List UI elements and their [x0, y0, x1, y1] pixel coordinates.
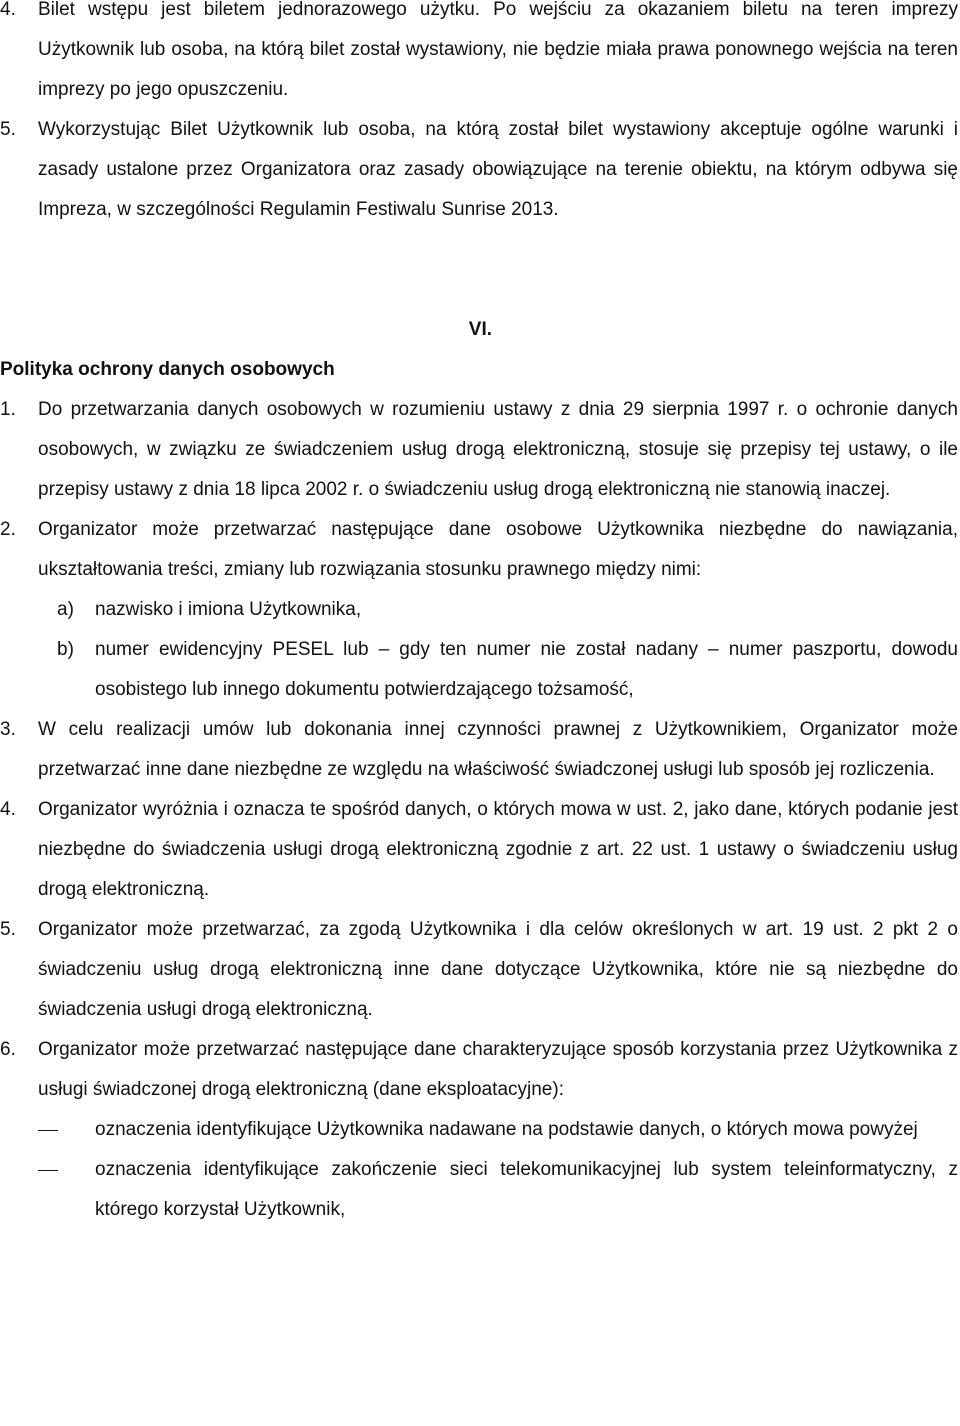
item-number: 4.	[0, 0, 16, 20]
item-number: 1.	[0, 399, 16, 420]
item-text: Do przetwarzania danych osobowych w rozumieniu ustawy z dnia 29 sierpnia 1997 r. o ochronie danych osobowych, w związku ze świadczeniem usług drogą elektroniczną, stosuje się przepisy tej ustawy, o ile przepisy ustawy z dnia 18 lipca 2002 r. o świadczeniu usług drogą elektroniczną nie stanowią inaczej.	[38, 399, 958, 500]
sub-list-item	[0, 630, 958, 710]
bullet-item	[0, 1110, 958, 1150]
item-text: Organizator wyróżnia i oznacza te spośród danych, o których mowa w ust. 2, jako dane, których podanie jest niezbędne do świadczenia usługi drogą elektroniczną zgodnie z art. 22 ust. 1 ustawy o świadczeniu usług drogą elektroniczną.	[38, 799, 958, 900]
item-text: Organizator może przetwarzać następujące dane charakteryzujące sposób korzystania przez Użytkownika z usługi świadczonej drogą elektroniczną (dane eksploatacyjne):	[38, 1039, 958, 1100]
section-number: VI.	[468, 319, 492, 340]
item-number: 4.	[0, 799, 16, 820]
list-item	[0, 710, 958, 790]
item-number: 5.	[0, 919, 16, 940]
list-item	[0, 390, 958, 510]
sub-item-label: a)	[57, 599, 74, 620]
list-item	[0, 910, 958, 1030]
sub-item-text: nazwisko i imiona Użytkownika,	[95, 599, 362, 620]
sub-item-label: b)	[57, 639, 74, 660]
spacer	[0, 230, 958, 310]
item-text: W celu realizacji umów lub dokonania innej czynności prawnej z Użytkownikiem, Organizator może przetwarzać inne dane niezbędne ze względu na właściwość świadczonej usługi lub sposób jej rozliczenia.	[38, 719, 958, 780]
item-text: Bilet wstępu jest biletem jednorazowego użytku. Po wejściu za okazaniem biletu na teren imprezy Użytkownik lub osoba, na którą bilet został wystawiony, nie będzie miała prawa ponownego wejścia na teren imprezy po jego opuszczeniu.	[38, 0, 958, 100]
sub-item-text: numer ewidencyjny PESEL lub – gdy ten numer nie został nadany – numer paszportu, dowodu osobistego lub innego dokumentu potwierdzającego tożsamość,	[95, 639, 958, 700]
bullet-text: oznaczenia identyfikujące Użytkownika nadawane na podstawie danych, o których mowa powyżej	[95, 1119, 918, 1140]
item-number: 2.	[0, 519, 16, 540]
list-item	[0, 1030, 958, 1110]
bullet-item	[0, 1150, 958, 1230]
list-item	[0, 510, 958, 590]
item-number: 6.	[0, 1039, 16, 1060]
list-item	[0, 0, 958, 110]
item-text: Organizator może przetwarzać, za zgodą Użytkownika i dla celów określonych w art. 19 ust. 2 pkt 2 o świadczeniu usług drogą elektroniczną inne dane dotyczące Użytkownika, które nie są niezbędne do świadczenia usługi drogą elektroniczną.	[38, 919, 958, 1020]
bullet-text: oznaczenia identyfikujące zakończenie sieci telekomunikacyjnej lub system teleinformatyczny, z którego korzystał Użytkownik,	[95, 1159, 958, 1220]
section-title: Polityka ochrony danych osobowych	[0, 359, 335, 380]
item-text: Organizator może przetwarzać następujące dane osobowe Użytkownika niezbędne do nawiązania, ukształtowania treści, zmiany lub rozwiązania stosunku prawnego między nimi:	[38, 519, 958, 580]
sub-list-item	[0, 590, 958, 630]
list-item	[0, 110, 958, 230]
item-number: 3.	[0, 719, 16, 740]
item-number: 5.	[0, 119, 16, 140]
item-text: Wykorzystując Bilet Użytkownik lub osoba, na którą został bilet wystawiony akceptuje ogólne warunki i zasady ustalone przez Organizatora oraz zasady obowiązujące na terenie obiektu, na którym odbywa się Impreza, w szczególności Regulamin Festiwalu Sunrise 2013.	[38, 119, 958, 220]
list-item	[0, 790, 958, 910]
